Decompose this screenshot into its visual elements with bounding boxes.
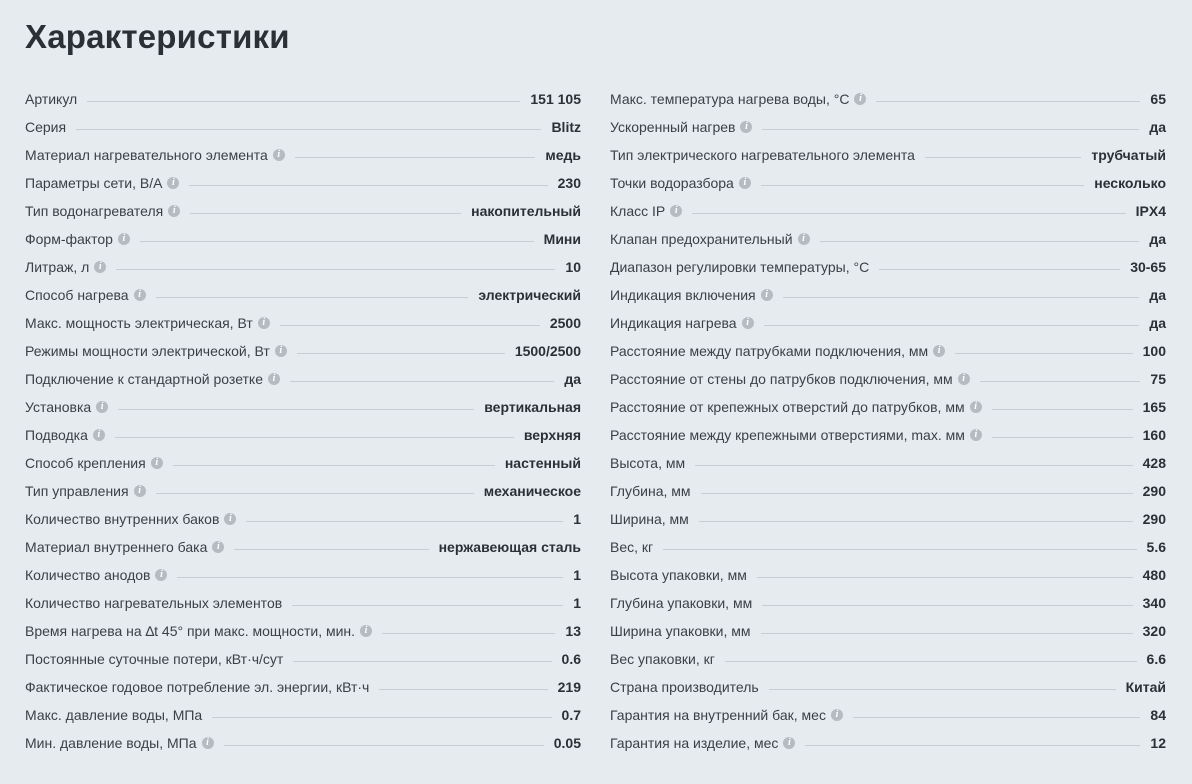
spec-label: Тип управления (25, 483, 129, 499)
spec-label: Вес упаковки, кг (610, 651, 715, 667)
spec-value: несколько (1094, 175, 1166, 191)
page-title: Характеристики (25, 18, 290, 55)
leader-line (87, 101, 520, 102)
spec-row (610, 735, 1166, 763)
spec-row (610, 147, 1166, 175)
leader-line (663, 549, 1136, 550)
leader-line (701, 493, 1133, 494)
spec-name (610, 119, 752, 135)
info-icon[interactable]: i (212, 541, 224, 553)
spec-name (610, 735, 795, 751)
spec-value: 1500/2500 (514, 343, 581, 359)
spec-value: медь (545, 147, 581, 163)
leader-line (189, 185, 547, 186)
spec-row (25, 651, 581, 679)
spec-row (25, 175, 581, 203)
spec-name (610, 539, 653, 555)
spec-name (25, 119, 66, 135)
leader-line (290, 381, 554, 382)
spec-name (25, 343, 287, 359)
spec-name (25, 483, 146, 499)
spec-row (25, 91, 581, 119)
spec-label: Способ крепления (25, 455, 146, 471)
leader-line (115, 437, 514, 438)
spec-label: Тип электрического нагревательного элемента (610, 147, 915, 163)
spec-value: 340 (1142, 595, 1166, 611)
spec-name (25, 735, 214, 751)
spec-label: Вес, кг (610, 539, 654, 555)
spec-name (25, 427, 105, 443)
spec-value: 5.6 (1146, 539, 1166, 555)
leader-line (699, 521, 1133, 522)
info-icon[interactable]: i (202, 737, 214, 749)
spec-label: Время нагрева на ∆t 45° при макс. мощности, мин. (25, 623, 356, 639)
spec-name (610, 455, 685, 471)
spec-label: Расстояние между патрубками подключения, мм (610, 343, 929, 359)
spec-name (25, 679, 369, 695)
spec-label: Литраж, л (25, 259, 90, 275)
spec-label: Индикация нагрева (610, 315, 737, 331)
spec-value: 75 (1150, 371, 1166, 387)
spec-name (610, 511, 689, 527)
spec-value: да (1149, 231, 1166, 247)
spec-label: Форм-фактор (25, 231, 113, 247)
spec-value: вертикальная (484, 399, 581, 415)
spec-name (610, 707, 843, 723)
spec-label: Высота упаковки, мм (610, 567, 747, 583)
info-icon[interactable]: i (275, 345, 287, 357)
spec-label: Количество анодов (25, 567, 151, 583)
leader-line (761, 185, 1084, 186)
spec-label: Количество внутренних баков (25, 511, 220, 527)
spec-row (610, 455, 1166, 483)
leader-line (280, 325, 540, 326)
spec-label: Индикация включения (610, 287, 756, 303)
spec-name (610, 371, 970, 387)
spec-value: 320 (1142, 623, 1166, 639)
spec-row (25, 371, 581, 399)
leader-line (140, 241, 534, 242)
leader-line (224, 745, 544, 746)
spec-row (25, 203, 581, 231)
spec-label: Количество нагревательных элементов (25, 595, 283, 611)
spec-label: Установка (25, 399, 92, 415)
spec-label: Класс IP (610, 203, 666, 219)
spec-label: Макс. мощность электрическая, Вт (25, 315, 253, 331)
spec-row (25, 455, 581, 483)
spec-name (610, 231, 810, 247)
leader-line (156, 297, 469, 298)
leader-line (762, 605, 1132, 606)
spec-name (25, 259, 106, 275)
spec-name (610, 651, 715, 667)
spec-value: механическое (483, 483, 581, 499)
spec-value: 290 (1142, 511, 1166, 527)
info-icon[interactable]: i (118, 233, 130, 245)
spec-name (610, 91, 866, 107)
spec-row (25, 315, 581, 343)
spec-row (610, 315, 1166, 343)
spec-name (25, 511, 236, 527)
spec-name (25, 399, 108, 415)
spec-label: Подводка (25, 427, 88, 443)
info-icon[interactable]: i (739, 177, 751, 189)
info-icon[interactable]: i (933, 345, 945, 357)
spec-value: Мини (543, 231, 581, 247)
spec-value: 0.7 (561, 707, 581, 723)
spec-value: Китай (1125, 679, 1166, 695)
spec-row (25, 735, 581, 763)
spec-value: да (564, 371, 581, 387)
spec-name (610, 147, 915, 163)
spec-label: Расстояние от стены до патрубков подключения, мм (610, 371, 953, 387)
leader-line (695, 465, 1133, 466)
spec-label: Глубина упаковки, мм (610, 595, 753, 611)
spec-value: 428 (1142, 455, 1166, 471)
spec-row (25, 567, 581, 595)
spec-name (610, 399, 982, 415)
leader-line (118, 409, 474, 410)
spec-value: 100 (1142, 343, 1166, 359)
spec-name (610, 595, 752, 611)
leader-line (853, 717, 1140, 718)
spec-row (25, 119, 581, 147)
info-icon[interactable]: i (958, 373, 970, 385)
spec-name (25, 287, 146, 303)
leader-line (762, 129, 1139, 130)
spec-name (25, 315, 270, 331)
spec-row (25, 483, 581, 511)
info-icon[interactable]: i (224, 513, 236, 525)
spec-row (610, 651, 1166, 679)
leader-line (76, 129, 541, 130)
info-icon[interactable]: i (970, 401, 982, 413)
spec-label: Макс. давление воды, МПа (25, 707, 203, 723)
spec-value: трубчатый (1091, 147, 1166, 163)
spec-value: 165 (1142, 399, 1166, 415)
leader-line (805, 745, 1140, 746)
leader-line (879, 269, 1120, 270)
spec-value: IPX4 (1135, 203, 1166, 219)
spec-label: Гарантия на изделие, мес (610, 735, 779, 751)
spec-name (25, 539, 224, 555)
spec-name (610, 679, 759, 695)
spec-name (610, 427, 982, 443)
leader-line (293, 661, 551, 662)
leader-line (980, 381, 1141, 382)
leader-line (692, 213, 1125, 214)
spec-value: 1 (573, 511, 581, 527)
info-icon[interactable]: i (268, 373, 280, 385)
specs-column-right (610, 91, 1166, 763)
spec-value: настенный (504, 455, 581, 471)
leader-line (382, 633, 555, 634)
info-icon[interactable]: i (167, 177, 179, 189)
spec-value: да (1149, 119, 1166, 135)
leader-line (212, 717, 551, 718)
info-icon[interactable]: i (134, 289, 146, 301)
spec-value: 290 (1142, 483, 1166, 499)
spec-value: 84 (1150, 707, 1166, 723)
specs-column-left (25, 91, 581, 763)
spec-value: 480 (1142, 567, 1166, 583)
leader-line (173, 465, 495, 466)
spec-name (610, 175, 751, 191)
spec-label: Гарантия на внутренний бак, мес (610, 707, 826, 723)
info-icon[interactable]: i (94, 261, 106, 273)
spec-label: Подключение к стандартной розетке (25, 371, 263, 387)
spec-label: Ширина упаковки, мм (610, 623, 751, 639)
spec-name (25, 147, 285, 163)
info-icon[interactable]: i (740, 121, 752, 133)
info-icon[interactable]: i (761, 289, 773, 301)
spec-value: 30-65 (1130, 259, 1166, 275)
spec-label: Постоянные суточные потери, кВт·ч/сут (25, 651, 284, 667)
info-icon[interactable]: i (273, 149, 285, 161)
info-icon[interactable]: i (134, 485, 146, 497)
spec-row (25, 623, 581, 651)
info-icon[interactable]: i (93, 429, 105, 441)
spec-value: да (1149, 287, 1166, 303)
spec-label: Материал внутреннего бака (25, 539, 208, 555)
info-icon[interactable]: i (670, 205, 682, 217)
spec-name (25, 707, 202, 723)
spec-row (610, 371, 1166, 399)
spec-label: Расстояние от крепежных отверстий до патрубков, мм (610, 399, 965, 415)
spec-value: 219 (557, 679, 581, 695)
leader-line (955, 353, 1133, 354)
spec-value: 12 (1150, 735, 1166, 751)
spec-row (610, 483, 1166, 511)
spec-row (610, 595, 1166, 623)
info-icon[interactable]: i (783, 737, 795, 749)
spec-row (25, 511, 581, 539)
spec-label: Параметры сети, В/А (25, 175, 163, 191)
spec-name (610, 483, 691, 499)
spec-label: Артикул (25, 91, 78, 107)
info-icon[interactable]: i (96, 401, 108, 413)
spec-value: верхняя (523, 427, 581, 443)
spec-row (610, 343, 1166, 371)
spec-value: 65 (1150, 91, 1166, 107)
spec-row (610, 511, 1166, 539)
spec-label: Точки водоразбора (610, 175, 734, 191)
leader-line (764, 325, 1140, 326)
spec-name (25, 175, 179, 191)
specs-table (25, 91, 1166, 763)
spec-value: 160 (1142, 427, 1166, 443)
info-icon[interactable]: i (798, 233, 810, 245)
leader-line (725, 661, 1137, 662)
spec-name (25, 567, 167, 583)
spec-row (25, 595, 581, 623)
spec-name (25, 91, 77, 107)
info-icon[interactable]: i (360, 625, 372, 637)
spec-name (25, 623, 372, 639)
info-icon[interactable]: i (970, 429, 982, 441)
spec-row (610, 679, 1166, 707)
spec-name (610, 259, 869, 275)
spec-value: Blitz (551, 119, 581, 135)
leader-line (783, 297, 1140, 298)
leader-line (246, 521, 563, 522)
leader-line (116, 269, 555, 270)
spec-name (610, 343, 945, 359)
spec-value: 230 (557, 175, 581, 191)
spec-label: Режимы мощности электрической, Вт (25, 343, 270, 359)
spec-name (25, 203, 180, 219)
spec-row (25, 399, 581, 427)
leader-line (925, 157, 1081, 158)
spec-label: Макс. температура нагрева воды, °C (610, 91, 850, 107)
spec-row (25, 259, 581, 287)
leader-line (292, 605, 563, 606)
spec-row (610, 119, 1166, 147)
spec-row (610, 623, 1166, 651)
spec-row (610, 567, 1166, 595)
info-icon[interactable]: i (258, 317, 270, 329)
spec-row (610, 91, 1166, 119)
spec-row (610, 287, 1166, 315)
spec-row (25, 343, 581, 371)
spec-label: Страна производитель (610, 679, 759, 695)
spec-value: накопительный (471, 203, 581, 219)
info-icon[interactable]: i (742, 317, 754, 329)
leader-line (992, 437, 1133, 438)
spec-label: Высота, мм (610, 455, 686, 471)
spec-row (610, 399, 1166, 427)
spec-name (25, 231, 130, 247)
spec-value: 6.6 (1146, 651, 1166, 667)
spec-name (25, 371, 280, 387)
spec-name (610, 287, 773, 303)
spec-name (610, 315, 754, 331)
spec-row (610, 707, 1166, 735)
spec-value: 10 (565, 259, 581, 275)
info-icon[interactable]: i (831, 709, 843, 721)
spec-name (610, 623, 751, 639)
spec-label: Тип водонагревателя (25, 203, 164, 219)
spec-row (610, 539, 1166, 567)
info-icon[interactable]: i (155, 569, 167, 581)
spec-label: Способ нагрева (25, 287, 129, 303)
spec-value: 151 105 (530, 91, 581, 107)
spec-row (610, 175, 1166, 203)
leader-line (177, 577, 563, 578)
spec-label: Глубина, мм (610, 483, 691, 499)
spec-label: Серия (25, 119, 67, 135)
spec-value: 2500 (549, 315, 581, 331)
spec-value: нержавеющая сталь (438, 539, 581, 555)
spec-row (25, 287, 581, 315)
spec-value: 0.6 (561, 651, 581, 667)
spec-row (610, 259, 1166, 287)
spec-label: Клапан предохранительный (610, 231, 793, 247)
spec-row (610, 231, 1166, 259)
info-icon[interactable]: i (151, 457, 163, 469)
leader-line (234, 549, 428, 550)
leader-line (156, 493, 474, 494)
spec-row (610, 427, 1166, 455)
spec-row (610, 203, 1166, 231)
leader-line (769, 689, 1116, 690)
spec-row (25, 231, 581, 259)
spec-name (25, 455, 163, 471)
leader-line (820, 241, 1140, 242)
leader-line (295, 157, 536, 158)
spec-name (610, 203, 682, 219)
leader-line (379, 689, 547, 690)
spec-label: Мин. давление воды, МПа (25, 735, 197, 751)
leader-line (992, 409, 1133, 410)
spec-label: Ускоренный нагрев (610, 119, 736, 135)
spec-label: Ширина, мм (610, 511, 689, 527)
leader-line (297, 353, 505, 354)
spec-label: Материал нагревательного элемента (25, 147, 268, 163)
spec-name (610, 567, 747, 583)
leader-line (190, 213, 461, 214)
spec-label: Расстояние между крепежными отверстиями, max. мм (610, 427, 965, 443)
spec-name (25, 595, 282, 611)
spec-value: да (1149, 315, 1166, 331)
spec-value: 0.05 (553, 735, 581, 751)
spec-value: 1 (573, 595, 581, 611)
spec-row (25, 427, 581, 455)
spec-label: Фактическое годовое потребление эл. энергии, кВт·ч (25, 679, 370, 695)
spec-row (25, 679, 581, 707)
spec-name (25, 651, 283, 667)
spec-row (25, 147, 581, 175)
leader-line (761, 633, 1133, 634)
info-icon[interactable]: i (168, 205, 180, 217)
spec-row (25, 707, 581, 735)
leader-line (876, 101, 1140, 102)
leader-line (757, 577, 1133, 578)
spec-label: Диапазон регулировки температуры, °C (610, 259, 870, 275)
info-icon[interactable]: i (854, 93, 866, 105)
spec-row (25, 539, 581, 567)
spec-value: 13 (565, 623, 581, 639)
spec-value: электрический (478, 287, 581, 303)
spec-value: 1 (573, 567, 581, 583)
